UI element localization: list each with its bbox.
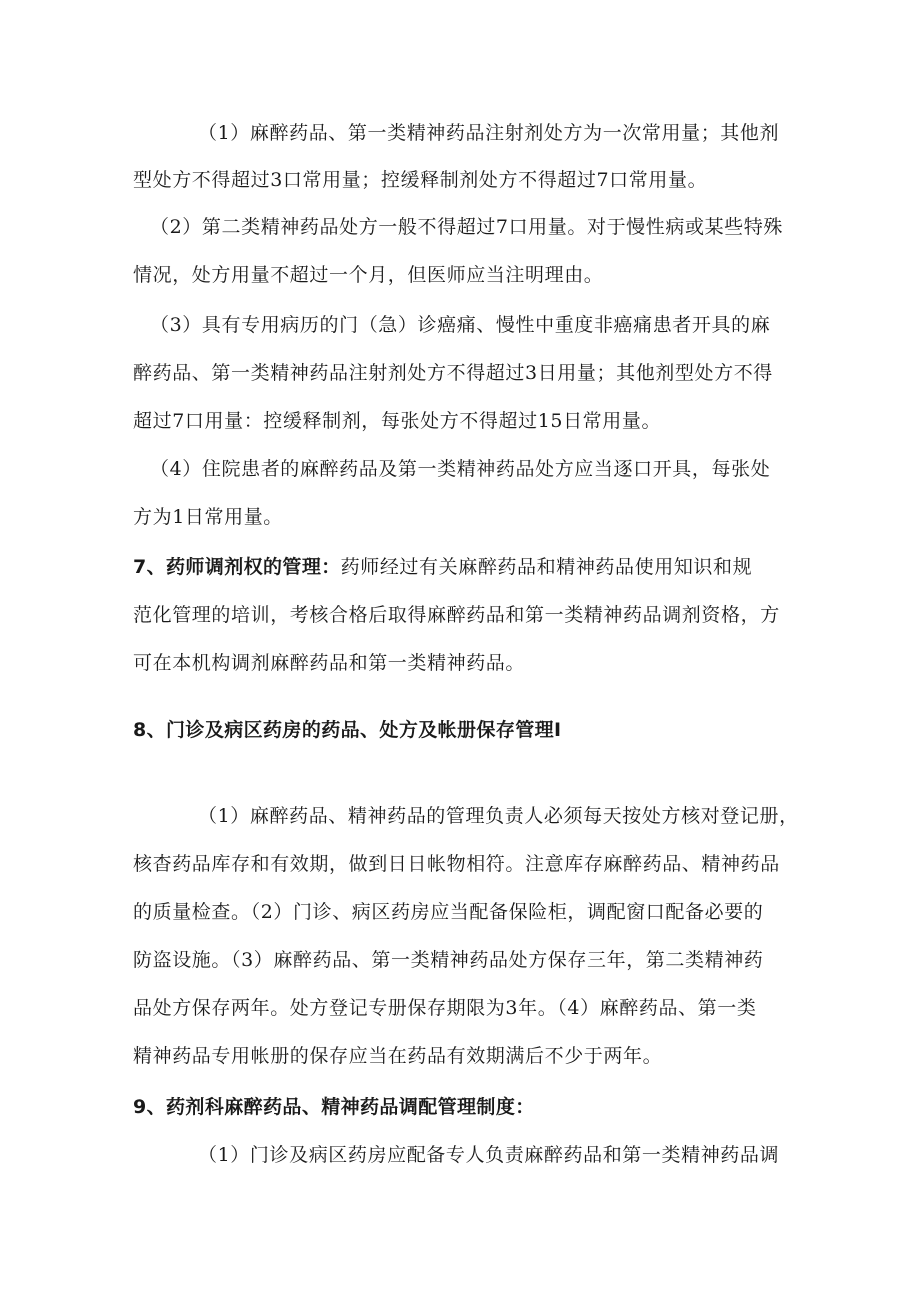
paragraph-line: 范化管理的培训，考核合格后取得麻醉药品和第一类精神药品调剂资格，方 <box>133 604 780 626</box>
paragraph-line: 可在本机构调剂麻醉药品和第一类精神药品。 <box>133 652 526 674</box>
paragraph-line: 品处方保存两年。处方登记专册保存期限为3年。（4）麻醉药品、第一类 <box>133 997 757 1019</box>
paragraph-line: 情况，处方用量不超过一个月，但医师应当注明理由。 <box>133 264 604 286</box>
paragraph-line: 核杳药品库存和有效期，做到日日帐物相符。注意库存麻醉药品、精神药品 <box>133 853 780 875</box>
paragraph-line: 醉药品、第一类精神药品注射剂处方不得超过3日用量；其他剂型处方不得 <box>133 362 773 384</box>
paragraph-line: （1）门诊及病区药房应配备专人负责麻醉药品和第一类精神药品调 <box>198 1144 780 1166</box>
paragraph-line: （4）住院患者的麻醉药品及第一类精神药品处方应当逐口开具，每张处 <box>150 458 771 480</box>
paragraph-line: 型处方不得超过3口常用量；控缓释制剂处方不得超过7口常用量。 <box>133 169 708 191</box>
section-heading-7: 7、药师调剂权的管理： <box>133 556 341 578</box>
paragraph-line: 方为1日常用量。 <box>133 506 283 528</box>
paragraph-line: 精神药品专用帐册的保存应当在药品有效期满后不少于两年。 <box>133 1045 663 1067</box>
paragraph-line: 防盗设施。（3）麻醉药品、第一类精神药品处方保存三年，第二类精神药 <box>133 949 764 971</box>
paragraph-line: （1）麻醉药品、精神药品的管理负责人必须每天按处方核对登记册， <box>198 805 799 827</box>
section-7-line <box>133 555 752 579</box>
paragraph-line: （2）第二类精神药品处方一般不得超过7口用量。对于慢性病或某些特殊 <box>150 216 783 238</box>
paragraph-text: 药师经过有关麻醉药品和精神药品使用知识和规 <box>340 556 753 578</box>
paragraph-line: （1）麻醉药品、第一类精神药品注射剂处方为一次常用量；其他剂 <box>198 122 780 144</box>
paragraph-line: （3）具有专用病历的门（急）诊癌痛、慢性中重度非癌痛患者开具的麻 <box>150 314 771 336</box>
paragraph-line: 的质量检查。（2）门诊、病区药房应当配备保险柜，调配窗口配备必要的 <box>133 901 764 923</box>
section-heading-9: 9、药剂科麻醉药品、精神药品调配管理制度： <box>133 1096 535 1118</box>
paragraph-line: 超过7口用量：控缓释制剂，每张处方不得超过15日常用量。 <box>133 410 662 432</box>
section-heading-8: 8、门诊及病区药房的药品、处方及帐册保存管理I <box>133 719 562 741</box>
